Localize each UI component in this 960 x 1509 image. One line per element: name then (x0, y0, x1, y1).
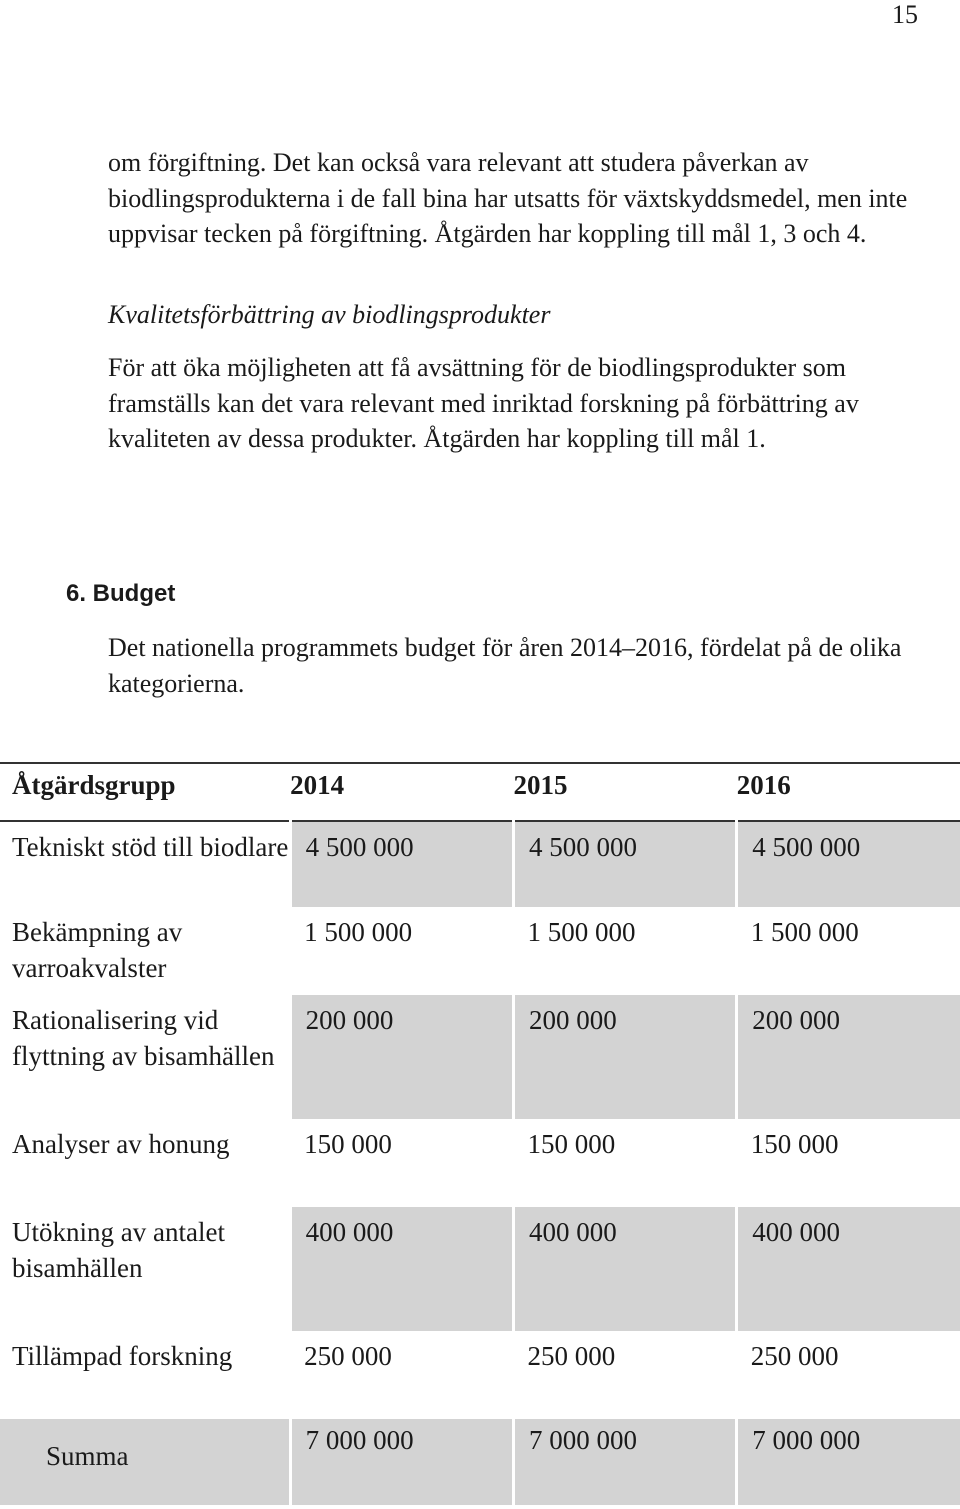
cell-2016: 1 500 000 (750, 917, 859, 947)
header-atgardsgrupp: Åtgärdsgrupp (0, 763, 290, 821)
row-label: Bekämpning av varroakvalster (12, 917, 183, 983)
paragraph-kvalitet: För att öka möjligheten att få avsättning för de biodlingsprodukter som framställs kan det vara relevant med inriktad forskning på förbättring av kvaliteten av dessa produkter. Åtgärden har koppling till mål 1. (108, 353, 859, 453)
table-row (0, 1331, 960, 1419)
header-2014: 2014 (290, 763, 513, 821)
cell-2015: 4 500 000 (513, 821, 736, 907)
row-label: Tekniskt stöd till biodlare (0, 821, 290, 907)
cell-2015: 150 000 (527, 1129, 616, 1159)
row-label: Utökning av antalet bisamhällen (0, 1207, 290, 1331)
table-total-row (0, 1419, 960, 1505)
section-heading-budget: 6. Budget (66, 580, 176, 607)
cell-2015: 250 000 (527, 1341, 616, 1371)
row-label: Analyser av honung (12, 1129, 230, 1159)
cell-2016: 400 000 (737, 1207, 960, 1331)
paragraph-budget-intro: Det nationella programmets budget för åren 2014–2016, fördelat på de olika kategorierna. (108, 633, 902, 698)
table-row (0, 907, 960, 995)
cell-2016: 4 500 000 (737, 821, 960, 907)
row-label: Tillämpad forskning (12, 1341, 233, 1371)
header-2016: 2016 (737, 763, 960, 821)
cell-2014: 4 500 000 (290, 821, 513, 907)
table-row (0, 995, 960, 1119)
total-2016: 7 000 000 (737, 1419, 960, 1505)
table-header-row (0, 763, 960, 821)
budget-table (0, 762, 960, 1505)
table-row (0, 1119, 960, 1207)
cell-2014: 150 000 (304, 1129, 392, 1159)
cell-2014: 250 000 (304, 1341, 392, 1371)
cell-2015: 200 000 (513, 995, 736, 1119)
table-row (0, 1207, 960, 1331)
cell-2015: 1 500 000 (527, 917, 636, 947)
table-row (0, 821, 960, 907)
page-number: 15 (892, 0, 918, 29)
total-2014: 7 000 000 (290, 1419, 513, 1505)
row-label: Rationalisering vid flyttning av bisamhällen (0, 995, 290, 1119)
total-2015: 7 000 000 (513, 1419, 736, 1505)
subheading-kvalitetsforbattring: Kvalitetsförbättring av biodlingsprodukter (108, 300, 551, 329)
cell-2016: 150 000 (750, 1129, 839, 1159)
paragraph-forgiftning: om förgiftning. Det kan också vara relevant att studera påverkan av biodlingsprodukterna i de fall bina har utsatts för växtskyddsmedel, men inte uppvisar tecken på förgiftning. Åtgärden har koppling till mål 1, 3 och 4. (108, 148, 908, 248)
header-2015: 2015 (513, 763, 736, 821)
total-label: Summa (0, 1419, 290, 1505)
cell-2016: 250 000 (750, 1341, 839, 1371)
cell-2014: 400 000 (290, 1207, 513, 1331)
cell-2014: 1 500 000 (304, 917, 413, 947)
cell-2015: 400 000 (513, 1207, 736, 1331)
cell-2016: 200 000 (737, 995, 960, 1119)
cell-2014: 200 000 (290, 995, 513, 1119)
